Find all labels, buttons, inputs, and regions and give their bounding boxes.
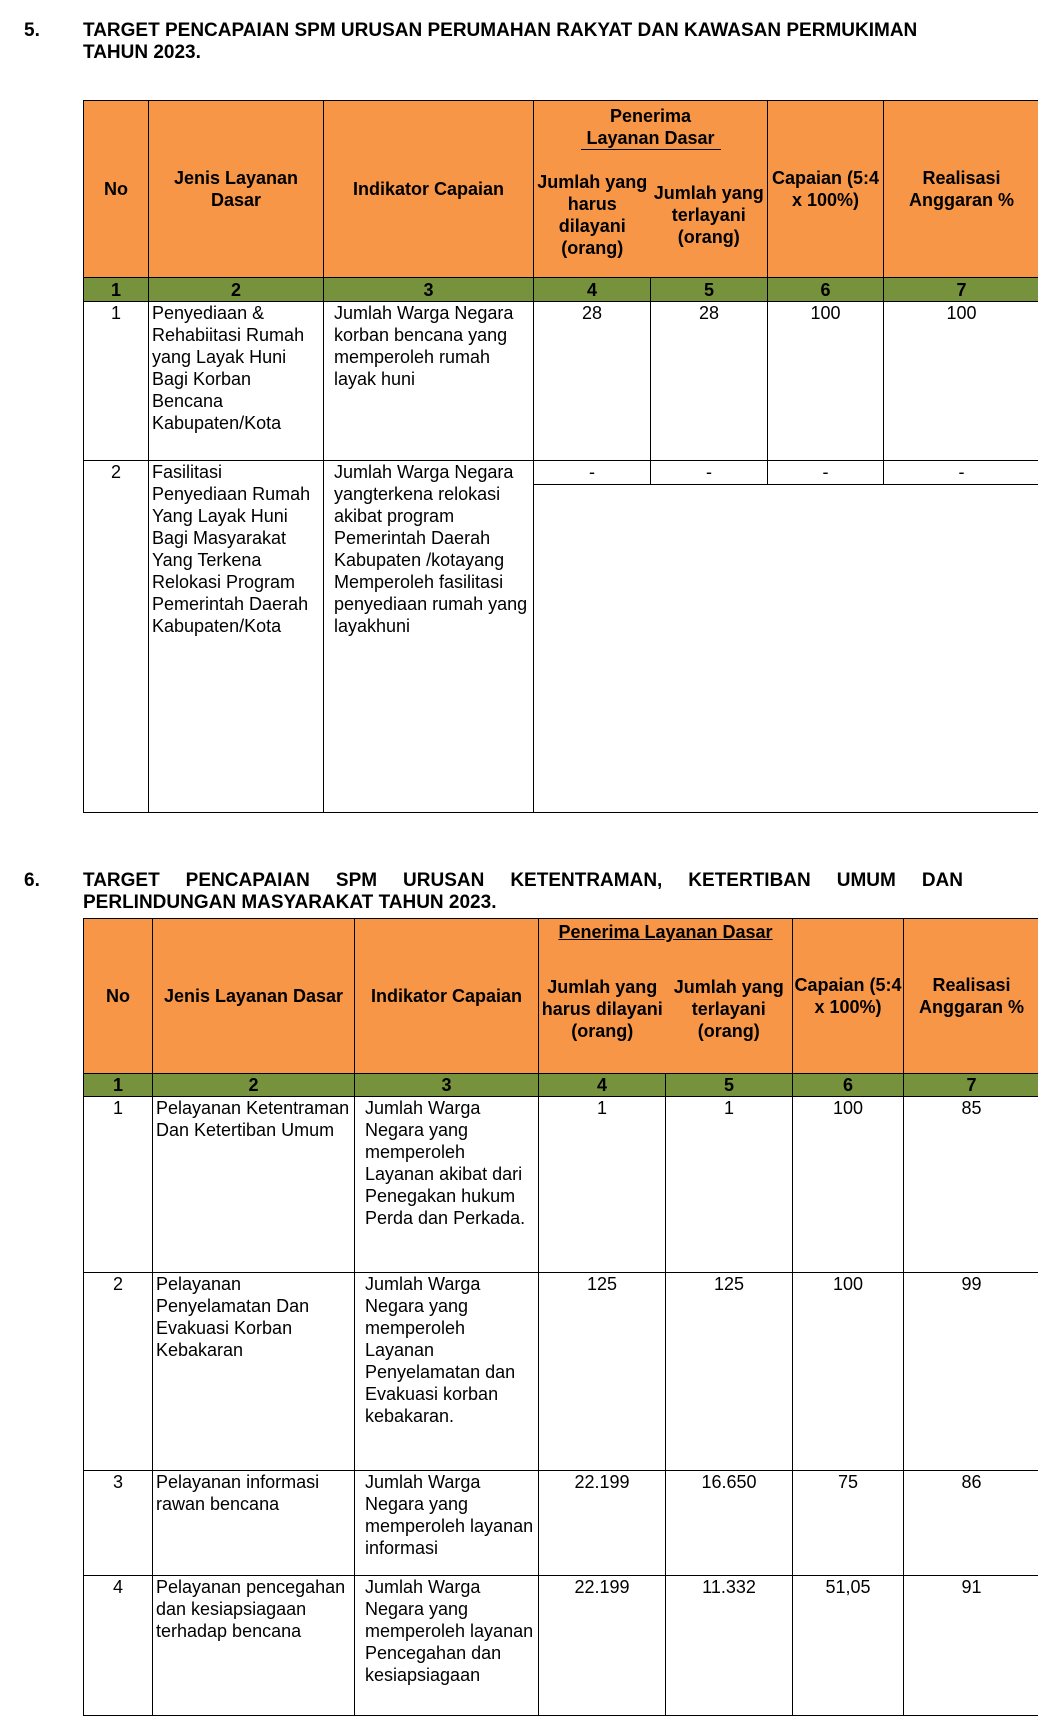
- section-5-title-line2: TAHUN 2023.: [83, 42, 201, 63]
- s5-index-6: 6: [768, 278, 884, 302]
- s5-header-jenis: Jenis Layanan Dasar: [149, 101, 324, 278]
- s6-row4-realisasi: 91: [904, 1576, 1038, 1716]
- s6-row4-harus: 22.199: [539, 1576, 666, 1716]
- s6-header-indikator: Indikator Capaian: [355, 919, 539, 1074]
- table-row: [84, 1471, 1038, 1576]
- s5-row1-no: 1: [84, 302, 149, 461]
- s6-header-jenis: Jenis Layanan Dasar: [153, 919, 355, 1074]
- s6-row2-indikator: Jumlah Warga Negara yang memperoleh Layanan Penyelamatan dan Evakuasi korban kebakaran.: [355, 1273, 539, 1471]
- s6-row3-harus: 22.199: [539, 1471, 666, 1576]
- s6-row1-harus: 1: [539, 1097, 666, 1273]
- s6-row3-no: 3: [84, 1471, 153, 1576]
- s6-row4-capaian: 51,05: [793, 1576, 904, 1716]
- section-6-title-line2: PERLINDUNGAN MASYARAKAT TAHUN 2023.: [83, 892, 497, 913]
- s5-row2-harus: -: [534, 461, 651, 485]
- s6-row1-realisasi: 85: [904, 1097, 1038, 1273]
- s6-row3-jenis: Pelayanan informasi rawan bencana: [153, 1471, 355, 1576]
- s6-row2-harus: 125: [539, 1273, 666, 1471]
- s6-header-no: No: [84, 919, 153, 1074]
- s5-row1-harus: 28: [534, 302, 651, 461]
- s6-index-3: 3: [355, 1074, 539, 1097]
- s5-row2-blank-area: [534, 485, 1038, 813]
- s5-header-no: No: [84, 101, 149, 278]
- s6-index-7: 7: [904, 1074, 1038, 1097]
- s6-row3-capaian: 75: [793, 1471, 904, 1576]
- s5-header-indikator: Indikator Capaian: [324, 101, 534, 278]
- s6-index-6: 6: [793, 1074, 904, 1097]
- s6-row2-jenis: Pelayanan Penyelamatan Dan Evakuasi Korban Kebakaran: [153, 1273, 355, 1471]
- s5-row1-terlayani: 28: [651, 302, 768, 461]
- s5-row1-realisasi: 100: [884, 302, 1038, 461]
- table-row: [84, 1273, 1038, 1471]
- s5-index-7: 7: [884, 278, 1038, 302]
- s5-header-penerima: Penerima Layanan Dasar: [581, 105, 721, 150]
- s5-index-1: 1: [84, 278, 149, 302]
- s6-row1-capaian: 100: [793, 1097, 904, 1273]
- s6-header-capaian: Capaian (5:4 x 100%): [793, 919, 904, 1074]
- s5-header-realisasi: Realisasi Anggaran %: [884, 101, 1038, 278]
- s6-header-realisasi: Realisasi Anggaran %: [904, 919, 1038, 1074]
- s5-index-3: 3: [324, 278, 534, 302]
- table-row: [84, 1576, 1038, 1716]
- s5-index-5: 5: [651, 278, 768, 302]
- s6-row1-jenis: Pelayanan Ketentraman Dan Ketertiban Umum: [153, 1097, 355, 1273]
- s5-row2-no: 2: [84, 461, 149, 813]
- s5-row2-terlayani: -: [651, 461, 768, 485]
- s5-row1-jenis: Penyediaan & Rehabiitasi Rumah yang Layak Huni Bagi Korban Bencana Kabupaten/Kota: [149, 302, 324, 461]
- s6-index-5: 5: [666, 1074, 793, 1097]
- s6-row4-jenis: Pelayanan pencegahan dan kesiapsiagaan terhadap bencana: [153, 1576, 355, 1716]
- s5-row2-realisasi: -: [884, 461, 1038, 485]
- s6-row2-no: 2: [84, 1273, 153, 1471]
- s5-row1-capaian: 100: [768, 302, 884, 461]
- s6-index-1: 1: [84, 1074, 153, 1097]
- section-5-title-line1: TARGET PENCAPAIAN SPM URUSAN PERUMAHAN RAKYAT DAN KAWASAN PERMUKIMAN: [83, 20, 918, 41]
- s6-row3-realisasi: 86: [904, 1471, 1038, 1576]
- s6-row1-no: 1: [84, 1097, 153, 1273]
- s6-header-penerima: Penerima Layanan Dasar: [558, 921, 773, 942]
- s5-header-jumlah-terlayani: Jumlah yang terlayani (orang): [651, 154, 768, 278]
- s6-row3-terlayani: 16.650: [666, 1471, 793, 1576]
- section-5-table: [83, 100, 1038, 813]
- s6-header-jumlah-terlayani: Jumlah yang terlayani (orang): [666, 945, 793, 1074]
- table-row: [84, 461, 1038, 485]
- s6-row1-indikator: Jumlah Warga Negara yang memperoleh Layanan akibat dari Penegakan hukum Perda dan Perkada.: [355, 1097, 539, 1273]
- s6-row2-terlayani: 125: [666, 1273, 793, 1471]
- section-6-table: [83, 918, 1038, 1716]
- table-row: [84, 1097, 1038, 1273]
- s6-index-2: 2: [153, 1074, 355, 1097]
- section-6-number: 6.: [24, 870, 40, 891]
- s5-index-2: 2: [149, 278, 324, 302]
- s6-index-4: 4: [539, 1074, 666, 1097]
- s5-index-4: 4: [534, 278, 651, 302]
- table-row: [84, 302, 1038, 461]
- s6-row2-capaian: 100: [793, 1273, 904, 1471]
- s5-header-jumlah-harus: Jumlah yang harus dilayani (orang): [534, 154, 651, 278]
- s5-row2-capaian: -: [768, 461, 884, 485]
- s6-row3-indikator: Jumlah Warga Negara yang memperoleh layanan informasi: [355, 1471, 539, 1576]
- s6-header-jumlah-harus: Jumlah yang harus dilayani (orang): [539, 945, 666, 1074]
- section-6-title-line1: TARGET PENCAPAIAN SPM URUSAN KETENTRAMAN, KETERTIBAN UMUM DAN: [83, 870, 963, 891]
- s5-row2-indikator: Jumlah Warga Negara yangterkena relokasi akibat program Pemerintah Daerah Kabupaten /kotayang Memperoleh fasilitasi penyediaan rumah yang layakhuni: [324, 461, 534, 813]
- s5-header-capaian: Capaian (5:4 x 100%): [768, 101, 884, 278]
- section-5-number: 5.: [24, 20, 40, 41]
- s6-row2-realisasi: 99: [904, 1273, 1038, 1471]
- s6-row4-indikator: Jumlah Warga Negara yang memperoleh layanan Pencegahan dan kesiapsiagaan: [355, 1576, 539, 1716]
- s5-row1-indikator: Jumlah Warga Negara korban bencana yang memperoleh rumah layak huni: [324, 302, 534, 461]
- s6-row4-no: 4: [84, 1576, 153, 1716]
- s6-row1-terlayani: 1: [666, 1097, 793, 1273]
- s5-row2-jenis: Fasilitasi Penyediaan Rumah Yang Layak Huni Bagi Masyarakat Yang Terkena Relokasi Program Pemerintah Daerah Kabupaten/Kota: [149, 461, 324, 813]
- s6-row4-terlayani: 11.332: [666, 1576, 793, 1716]
